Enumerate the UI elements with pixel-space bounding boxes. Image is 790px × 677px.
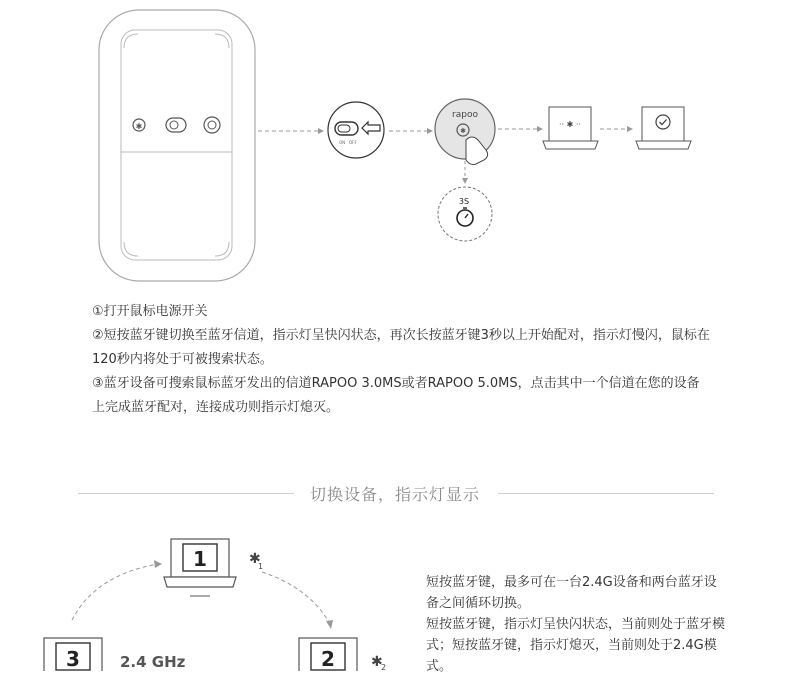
device-3-label: 2.4 GHz bbox=[120, 653, 186, 671]
laptop-bt-screen: ·· ✱ ·· bbox=[559, 120, 581, 129]
device-2-number: 2 bbox=[321, 647, 335, 671]
bluetooth-icon: ✱ bbox=[460, 127, 466, 135]
instruction-step-3: ③蓝牙设备可搜索鼠标蓝牙发出的信道RAPOO 3.0MS或者RAPOO 5.0MS，点击其中一个信道在您的设备上完成蓝牙配对，连接成功则指示灯熄灭。 bbox=[92, 376, 700, 415]
device-switch-diagram bbox=[0, 520, 420, 671]
switch-description bbox=[426, 572, 726, 677]
instruction-step-1: ①打开鼠标电源开关 bbox=[92, 304, 208, 319]
laptop-paired bbox=[636, 107, 691, 149]
rapoo-logo: rapoo bbox=[452, 110, 478, 120]
device-2-laptop bbox=[299, 638, 386, 671]
device-1-sub: 1 bbox=[258, 562, 264, 571]
bluetooth-icon: ✱ bbox=[371, 654, 383, 670]
bluetooth-icon: ✱ bbox=[249, 551, 261, 567]
device-3-laptop bbox=[44, 638, 186, 671]
laptop-bluetooth-searching bbox=[543, 107, 598, 149]
pairing-diagram bbox=[0, 0, 790, 290]
description-line-2: 短按蓝牙键，指示灯呈快闪状态，当前则处于蓝牙模式；短按蓝牙键，指示灯熄灭，当前则处于2.4G模式。 bbox=[426, 617, 726, 674]
device-1-number: 1 bbox=[193, 547, 207, 571]
svg-text:✱: ✱ bbox=[135, 122, 143, 131]
pairing-instructions bbox=[92, 300, 712, 420]
device-3-number: 3 bbox=[66, 647, 80, 671]
switch-caption-on: ON bbox=[339, 140, 346, 145]
power-switch-zoom bbox=[328, 102, 384, 158]
device-1-laptop bbox=[164, 539, 263, 596]
hold-timer bbox=[438, 187, 492, 241]
hold-time-label: 3S bbox=[458, 197, 470, 206]
mouse-illustration bbox=[99, 10, 255, 281]
section-title: 切换设备，指示灯显示 bbox=[0, 482, 790, 505]
description-line-1: 短按蓝牙键，最多可在一台2.4G设备和两台蓝牙设备之间循环切换。 bbox=[426, 575, 717, 611]
bluetooth-button-zoom bbox=[435, 99, 495, 165]
device-2-sub: 2 bbox=[381, 663, 387, 671]
switch-caption-off: OFF bbox=[349, 140, 357, 145]
instruction-step-2: ②短按蓝牙键切换至蓝牙信道，指示灯呈快闪状态，再次长按蓝牙键3秒以上开始配对，指示灯慢闪，鼠标在120秒内将处于可被搜索状态。 bbox=[92, 328, 710, 367]
